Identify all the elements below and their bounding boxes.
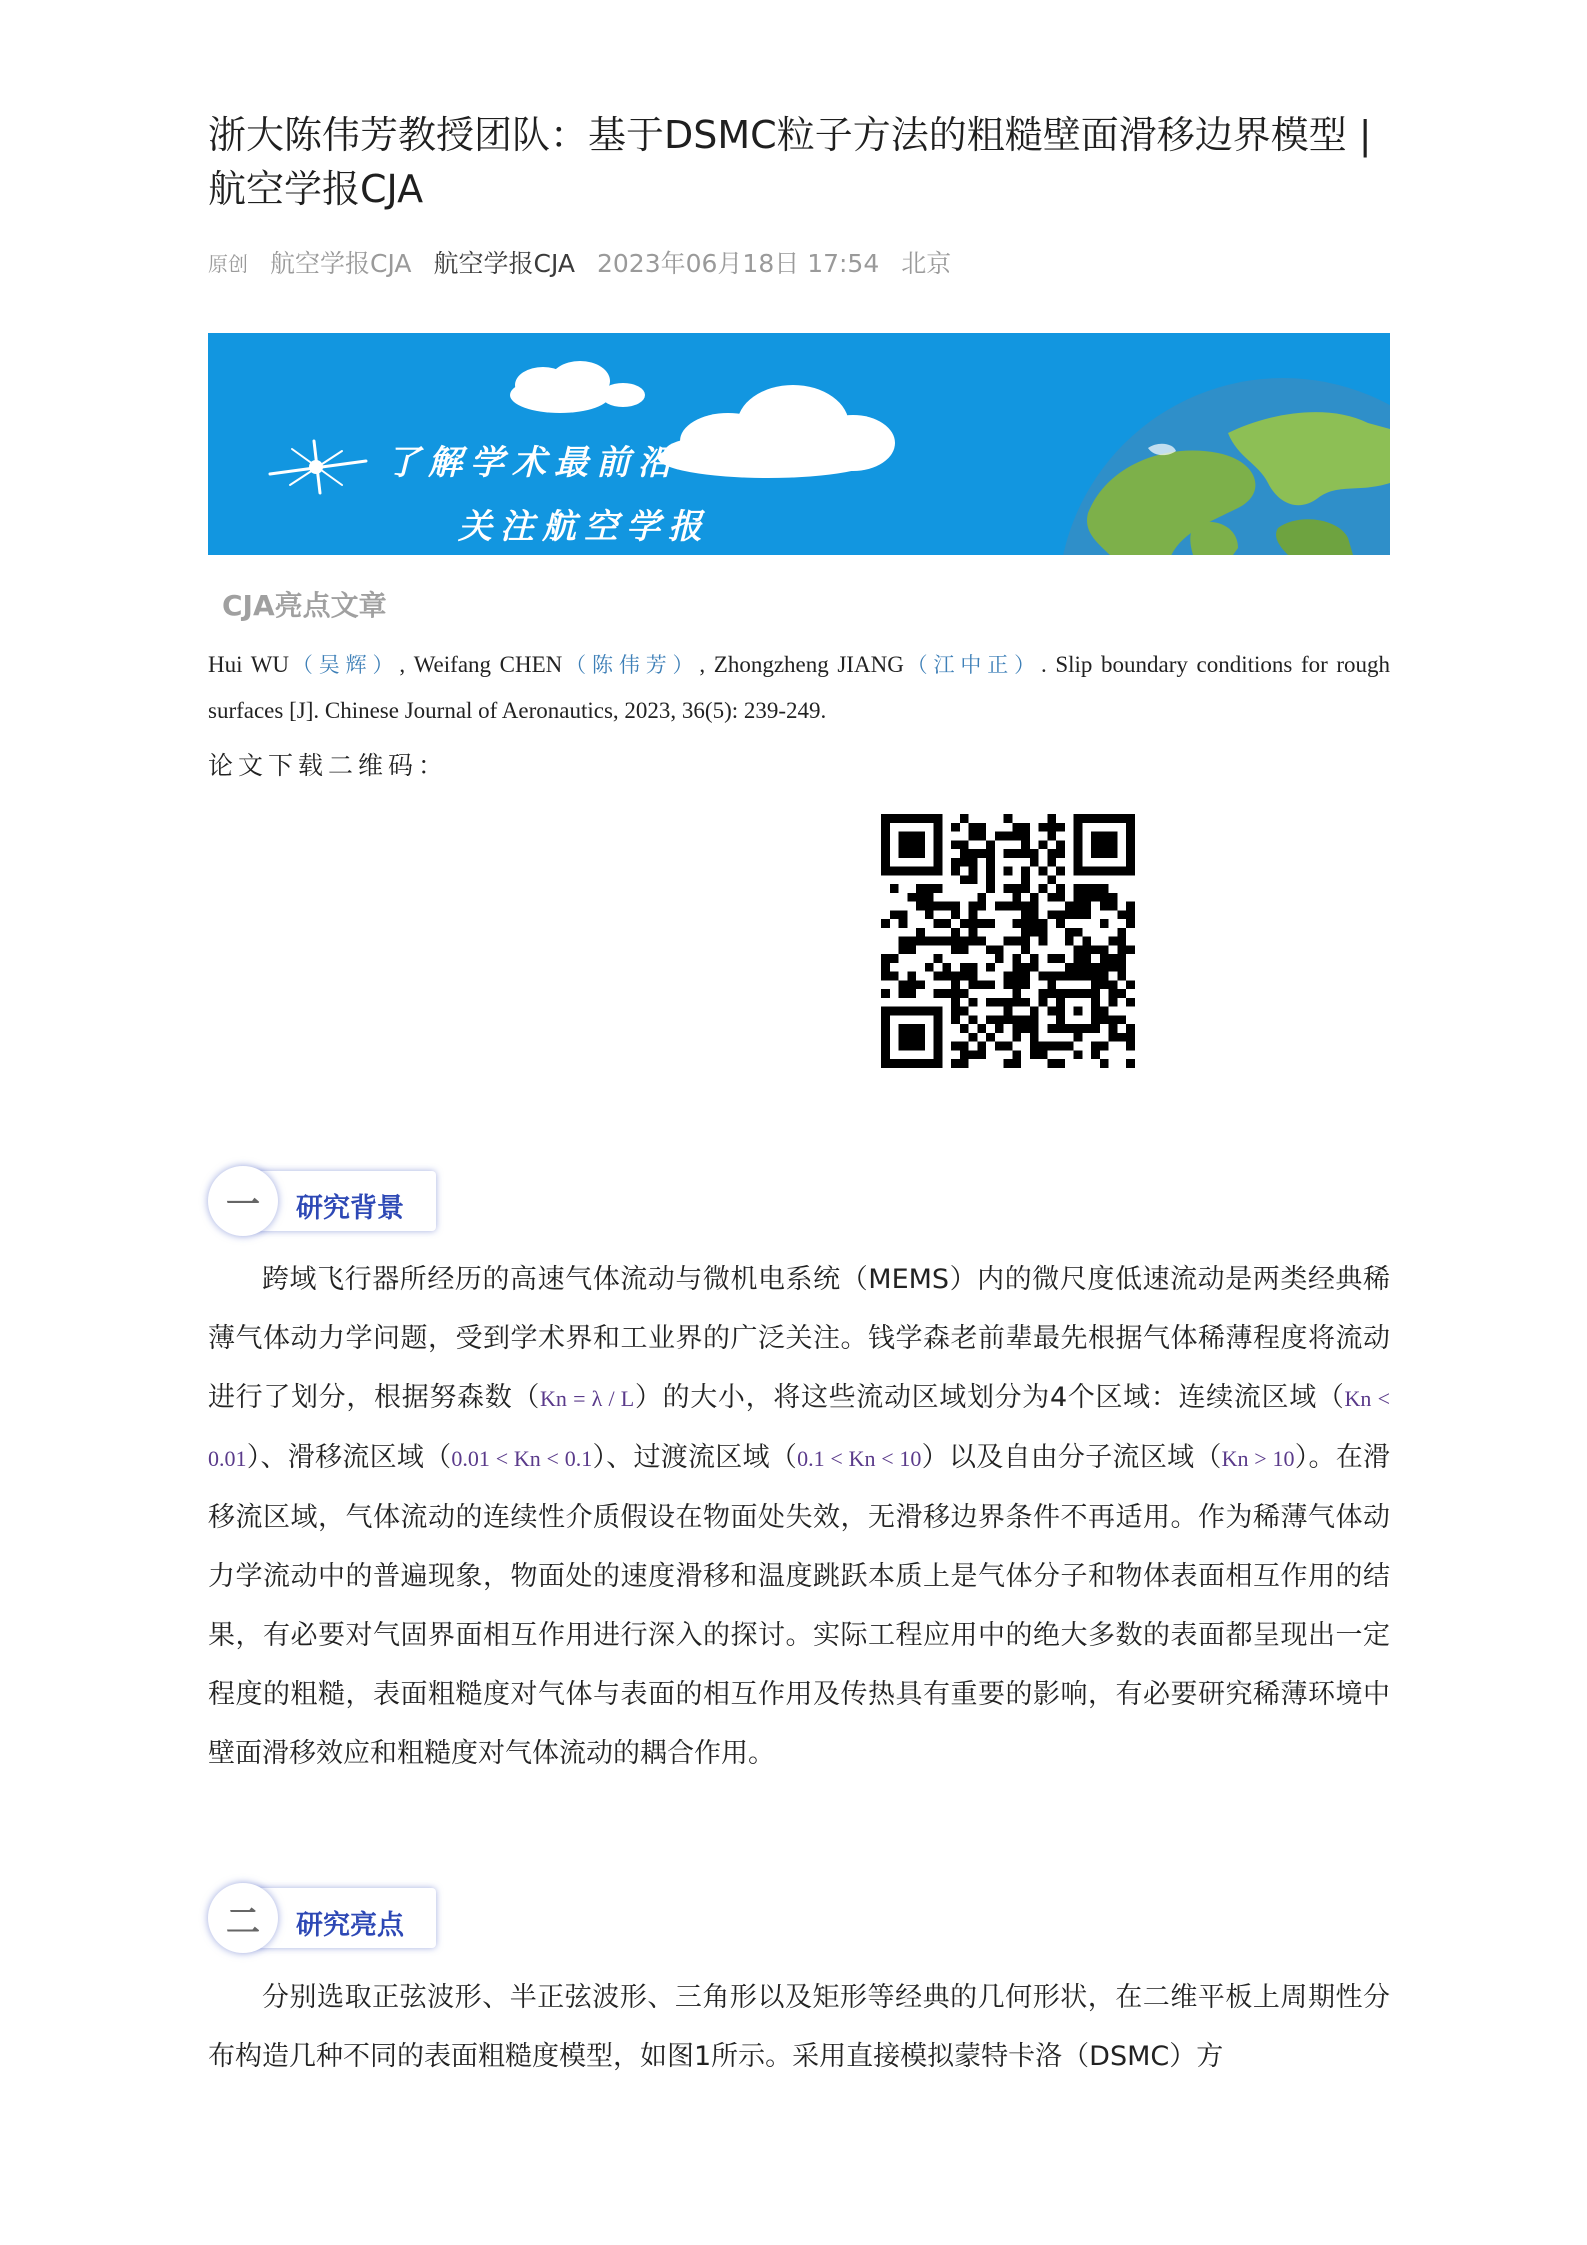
cloud-icon [658, 385, 895, 478]
publish-location: 北京 [901, 249, 952, 278]
background-text-3: ）、滑移流区域（ [246, 1442, 452, 1473]
article-meta [208, 242, 951, 282]
knudsen-formula: Kn = λ / L [540, 1386, 635, 1411]
continuum-range: Kn < 0.01 [208, 1386, 1390, 1471]
transition-range: 0.1 < Kn < 10 [797, 1446, 922, 1471]
qr-code-label: 论文下载二维码： [208, 751, 449, 780]
background-text-5: ）以及自由分子流区域（ [921, 1442, 1222, 1473]
citation-author2: , Weifang CHEN [399, 652, 563, 677]
section-number-badge: 二 [208, 1883, 278, 1953]
earth-globe-icon [1058, 378, 1390, 555]
citation-author2-cn: （陈伟芳） [562, 653, 700, 677]
section-header-highlights [208, 1885, 440, 1955]
slip-range: 0.01 < Kn < 0.1 [451, 1446, 593, 1471]
paper-citation [208, 642, 1390, 733]
section-number-badge: 一 [208, 1166, 278, 1236]
author-name[interactable]: 航空学报CJA [270, 249, 412, 278]
highlights-paragraph: 分别选取正弦波形、半正弦波形、三角形以及矩形等经典的几何形状，在二维平板上周期性分布构造几种不同的表面粗糙度模型，如图1所示。采用直接模拟蒙特卡洛（DSMC）方 [208, 1982, 1390, 2072]
highlight-heading: CJA亮点文章 [222, 589, 387, 622]
account-link[interactable]: 航空学报CJA [433, 249, 575, 278]
background-text-6: ）。在滑移流区域，气体流动的连续性介质假设在物面处失效，无滑移边界条件不再适用。作为稀薄气体动力学流动中的普遍现象，物面处的速度滑移和温度跳跃本质上是气体分子和物体表面相互作用的结果，有必要对气固界面相互作用进行深入的探讨。实际工程应用中的绝大多数的表面都呈现出一定程度的粗糙，表面粗糙度对气体与表面的相互作用及传热具有重要的影响，有必要研究稀薄环境中壁面滑移效应和粗糙度对气体流动的耦合作用。 [208, 1442, 1391, 1769]
banner-slogan-line1: 了解学术最前沿 [386, 443, 680, 483]
background-paragraph [208, 1250, 1390, 1783]
background-text-4: ）、过渡流区域（ [592, 1442, 798, 1473]
section-title: 研究亮点 [296, 1910, 404, 1941]
publish-date: 2023年06月18日 17:54 [597, 249, 880, 278]
header-banner [208, 333, 1390, 555]
cloud-icon [510, 361, 645, 413]
background-text-1: 跨域飞行器所经历的高速气体流动与微机电系统（MEMS）内的微尺度低速流动是两类经典稀薄气体动力学问题，受到学术界和工业界的广泛关注。钱学森老前辈最先根据气体稀薄程度将流动进行了划分，根据努森数（ [208, 1264, 1390, 1413]
citation-author3: , Zhongzheng JIANG [699, 652, 904, 677]
free-molecular-range: Kn > 10 [1221, 1446, 1295, 1471]
background-text-2: ）的大小，将这些流动区域划分为4个区域：连续流区域（ [634, 1382, 1345, 1413]
qr-code-image[interactable] [881, 814, 1135, 1068]
article-title: 浙大陈伟芳教授团队：基于DSMC粒子方法的粗糙壁面滑移边界模型 | 航空学报CJA [208, 113, 1372, 211]
banner-slogan-line2: 关注航空学报 [458, 507, 710, 547]
original-tag: 原创 [208, 251, 248, 276]
section-header-background [208, 1168, 440, 1238]
citation-author3-cn: （江中正） [903, 653, 1041, 677]
section-title: 研究背景 [296, 1193, 404, 1224]
citation-author1: Hui WU [208, 652, 290, 677]
citation-author1-cn: （吴辉） [289, 653, 400, 677]
citation-reference: . Slip boundary conditions for rough surfaces [J]. Chinese Journal of Aeronautics, 2023, 36(5): 239-249. [208, 652, 1391, 723]
sparkle-star-icon [270, 441, 366, 493]
